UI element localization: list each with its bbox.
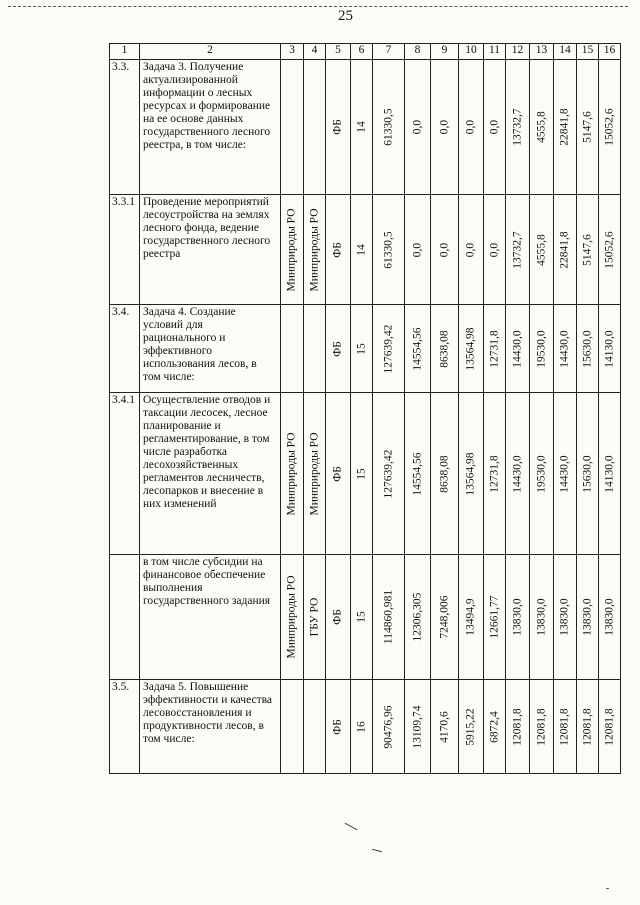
value-cell-text: 5147,6 — [580, 111, 593, 143]
value-cell-text: 13732,7 — [510, 230, 523, 269]
value-cell-text: 12081,8 — [534, 707, 547, 746]
value-cell-text: 14554,56 — [410, 451, 423, 496]
value-cell-text: 12081,8 — [558, 707, 571, 746]
value-cell-text: 14430,0 — [558, 454, 571, 493]
value-cell-text: 13830,0 — [510, 598, 523, 636]
value-cell — [373, 680, 405, 774]
code-cell — [351, 60, 373, 195]
value-cell-text: 22841,8 — [558, 230, 571, 269]
responsible-cell — [281, 60, 304, 195]
table-row — [110, 60, 621, 195]
value-cell — [484, 305, 506, 393]
row-name-cell: Осуществление отводов и таксации лесосек, лесное планирование и регламентирование, в том числе разработка лесохозяйственных регламентов лесничеств, лесопарков и внесение в них изменений — [140, 393, 281, 555]
pen-mark — [345, 823, 358, 830]
value-cell-text: 14554,56 — [410, 326, 423, 371]
value-cell-text: 13830,0 — [602, 598, 615, 636]
executor-cell — [304, 555, 326, 680]
value-cell — [506, 60, 530, 195]
code-cell — [351, 305, 373, 393]
source-cell — [326, 195, 351, 305]
header-cell: 3 — [281, 44, 304, 60]
value-cell-text: 15052,6 — [602, 230, 615, 269]
value-cell — [554, 305, 577, 393]
page-number: 25 — [338, 8, 353, 24]
value-cell-text: 12731,8 — [487, 454, 500, 493]
value-cell — [554, 555, 577, 680]
value-cell — [599, 680, 621, 774]
value-cell — [431, 680, 459, 774]
header-cell: 1 — [110, 44, 140, 60]
value-cell — [431, 60, 459, 195]
value-cell — [530, 60, 554, 195]
source-cell-text: ФБ — [331, 609, 344, 625]
responsible-cell-text: Минприроды РО — [285, 575, 298, 659]
source-cell-text: ФБ — [331, 119, 344, 135]
value-cell — [599, 60, 621, 195]
code-cell — [351, 555, 373, 680]
executor-cell — [304, 680, 326, 774]
value-cell-text: 14430,0 — [510, 454, 523, 493]
value-cell — [373, 305, 405, 393]
value-cell — [484, 60, 506, 195]
value-cell — [484, 680, 506, 774]
value-cell-text: 90476,96 — [381, 704, 394, 749]
row-number-cell: 3.5. — [110, 680, 140, 774]
value-cell-text: 19530,0 — [534, 454, 547, 493]
table-row — [110, 393, 621, 555]
value-cell — [431, 393, 459, 555]
value-cell-text: 12306,305 — [410, 592, 423, 642]
value-cell-text: 14430,0 — [558, 329, 571, 368]
value-cell-text: 13830,0 — [558, 598, 571, 636]
row-name-cell: Проведение мероприятий лесоустройства на землях лесного фонда, ведение государственного лесного реестра — [140, 195, 281, 305]
value-cell — [459, 305, 484, 393]
header-cell: 7 — [373, 44, 405, 60]
row-number-cell: 3.3. — [110, 60, 140, 195]
value-cell — [554, 680, 577, 774]
value-cell — [577, 305, 599, 393]
value-cell — [431, 555, 459, 680]
value-cell-text: 13564,98 — [464, 451, 477, 496]
value-cell — [405, 555, 431, 680]
header-cell: 10 — [459, 44, 484, 60]
row-name-cell: в том числе субсидии на финансовое обеспечение выполнения государственного задания — [140, 555, 281, 680]
value-cell-text: 5147,6 — [580, 233, 593, 266]
value-cell-text: 15630,0 — [580, 454, 593, 493]
code-cell-text: 14 — [354, 243, 367, 256]
responsible-cell — [281, 195, 304, 305]
value-cell — [459, 393, 484, 555]
row-number-cell: 3.4. — [110, 305, 140, 393]
code-cell-text: 15 — [354, 611, 367, 623]
value-cell — [599, 555, 621, 680]
pen-mark — [372, 849, 382, 853]
table-row — [110, 305, 621, 393]
header-cell: 11 — [484, 44, 506, 60]
value-cell-text: 14130,0 — [602, 454, 615, 493]
responsible-cell — [281, 555, 304, 680]
row-number-cell: 3.4.1 — [110, 393, 140, 555]
value-cell-text: 5915,22 — [464, 707, 477, 746]
source-cell — [326, 393, 351, 555]
value-cell — [506, 393, 530, 555]
executor-cell — [304, 393, 326, 555]
executor-cell-text: ГБУ РО — [307, 597, 320, 637]
row-name-cell: Задача 4. Создание условий для рационального и эффективного использования лесов, в том числе: — [140, 305, 281, 393]
value-cell — [530, 680, 554, 774]
responsible-cell — [281, 393, 304, 555]
value-cell-text: 15052,6 — [602, 108, 615, 146]
code-cell — [351, 680, 373, 774]
value-cell-text: 61330,5 — [381, 108, 394, 146]
value-cell — [459, 555, 484, 680]
value-cell-text: 0,0 — [410, 119, 423, 135]
value-cell — [373, 555, 405, 680]
value-cell-text: 0,0 — [464, 242, 477, 257]
source-cell-text: ФБ — [331, 340, 344, 357]
header-cell: 2 — [140, 44, 281, 60]
value-cell-text: 0,0 — [464, 119, 477, 135]
value-cell-text: 12081,8 — [510, 707, 523, 746]
executor-cell-text: Минприроды РО — [307, 207, 320, 292]
value-cell — [459, 60, 484, 195]
budget-table — [109, 43, 621, 774]
value-cell — [506, 305, 530, 393]
value-cell-text: 13830,0 — [534, 598, 547, 636]
header-cell: 16 — [599, 44, 621, 60]
value-cell — [405, 195, 431, 305]
header-cell: 14 — [554, 44, 577, 60]
responsible-cell-text: Минприроды РО — [285, 207, 298, 292]
executor-cell — [304, 305, 326, 393]
value-cell — [577, 680, 599, 774]
value-cell-text: 0,0 — [487, 119, 500, 135]
value-cell-text: 127639,42 — [381, 324, 394, 373]
value-cell-text: 13830,0 — [580, 598, 593, 636]
value-cell-text: 127639,42 — [381, 449, 394, 498]
responsible-cell-text: Минприроды РО — [285, 431, 298, 516]
executor-cell — [304, 60, 326, 195]
header-cell: 6 — [351, 44, 373, 60]
value-cell — [506, 555, 530, 680]
value-cell-text: 12661,77 — [487, 595, 500, 639]
header-cell: 12 — [506, 44, 530, 60]
value-cell-text: 19530,0 — [534, 329, 547, 368]
value-cell-text: 4555,8 — [534, 111, 547, 143]
code-cell-text: 15 — [354, 342, 367, 355]
value-cell — [506, 680, 530, 774]
top-rule — [8, 6, 628, 7]
value-cell — [373, 195, 405, 305]
value-cell-text: 22841,8 — [558, 108, 571, 146]
value-cell — [577, 393, 599, 555]
code-cell — [351, 393, 373, 555]
value-cell-text: 14430,0 — [510, 329, 523, 368]
value-cell — [506, 195, 530, 305]
source-cell — [326, 555, 351, 680]
table-row — [110, 680, 621, 774]
value-cell — [577, 195, 599, 305]
value-cell — [530, 555, 554, 680]
value-cell — [484, 195, 506, 305]
source-cell — [326, 305, 351, 393]
value-cell-text: 13564,98 — [464, 326, 477, 371]
value-cell-text: 14130,0 — [602, 329, 615, 368]
value-cell — [599, 195, 621, 305]
value-cell-text: 15630,0 — [580, 329, 593, 368]
value-cell — [459, 195, 484, 305]
value-cell — [530, 305, 554, 393]
value-cell — [484, 393, 506, 555]
source-cell — [326, 680, 351, 774]
value-cell — [599, 305, 621, 393]
executor-cell — [304, 195, 326, 305]
header-cell: 15 — [577, 44, 599, 60]
value-cell-text: 0,0 — [437, 119, 450, 135]
value-cell-text: 6872,4 — [487, 710, 500, 743]
value-cell-text: 13109,74 — [410, 704, 423, 749]
responsible-cell — [281, 680, 304, 774]
header-cell: 5 — [326, 44, 351, 60]
row-name-cell: Задача 3. Получение актуализированной информации о лесных ресурсах и формирование на ее основе данных государственного лесного реестра, в том числе: — [140, 60, 281, 195]
value-cell-text: 4170,6 — [437, 710, 450, 743]
row-number-cell: 3.3.1 — [110, 195, 140, 305]
value-cell-text: 8638,08 — [437, 329, 450, 368]
value-cell — [405, 680, 431, 774]
value-cell — [554, 393, 577, 555]
value-cell — [373, 60, 405, 195]
value-cell — [405, 60, 431, 195]
value-cell — [431, 305, 459, 393]
value-cell-text: 13494,9 — [464, 598, 477, 636]
value-cell-text: 8638,08 — [437, 454, 450, 493]
header-cell: 4 — [304, 44, 326, 60]
value-cell — [554, 60, 577, 195]
value-cell — [431, 195, 459, 305]
value-cell — [577, 555, 599, 680]
value-cell-text: 13732,7 — [510, 108, 523, 146]
value-cell — [577, 60, 599, 195]
code-cell-text: 16 — [354, 720, 367, 733]
value-cell — [530, 393, 554, 555]
source-cell-text: ФБ — [331, 718, 344, 735]
header-cell: 13 — [530, 44, 554, 60]
value-cell — [484, 555, 506, 680]
code-cell-text: 14 — [354, 121, 367, 133]
row-number-cell — [110, 555, 140, 680]
value-cell — [373, 393, 405, 555]
value-cell — [405, 393, 431, 555]
source-cell-text: ФБ — [331, 465, 344, 482]
value-cell — [459, 680, 484, 774]
header-cell: 8 — [405, 44, 431, 60]
header-cell: 9 — [431, 44, 459, 60]
source-cell — [326, 60, 351, 195]
value-cell-text: 7248,006 — [437, 595, 450, 639]
header-row — [110, 44, 621, 60]
value-cell-text: 0,0 — [410, 242, 423, 257]
code-cell-text: 15 — [354, 467, 367, 480]
value-cell-text: 4555,8 — [534, 233, 547, 266]
value-cell-text: 0,0 — [487, 242, 500, 257]
executor-cell-text: Минприроды РО — [307, 431, 320, 516]
value-cell-text: 12081,8 — [602, 707, 615, 746]
value-cell — [554, 195, 577, 305]
value-cell-text: 12081,8 — [580, 707, 593, 746]
value-cell — [530, 195, 554, 305]
row-name-cell: Задача 5. Повышение эффективности и качества лесовосстановления и продуктивности лесов, в том числе: — [140, 680, 281, 774]
code-cell — [351, 195, 373, 305]
value-cell — [599, 393, 621, 555]
value-cell-text: 0,0 — [437, 242, 450, 257]
value-cell — [405, 305, 431, 393]
value-cell-text: 61330,5 — [381, 230, 394, 269]
responsible-cell — [281, 305, 304, 393]
table-row — [110, 195, 621, 305]
value-cell-text: 114860,981 — [381, 589, 394, 645]
source-cell-text: ФБ — [331, 241, 344, 258]
value-cell-text: 12731,8 — [487, 329, 500, 368]
table-row — [110, 555, 621, 680]
pen-mark — [606, 888, 609, 889]
